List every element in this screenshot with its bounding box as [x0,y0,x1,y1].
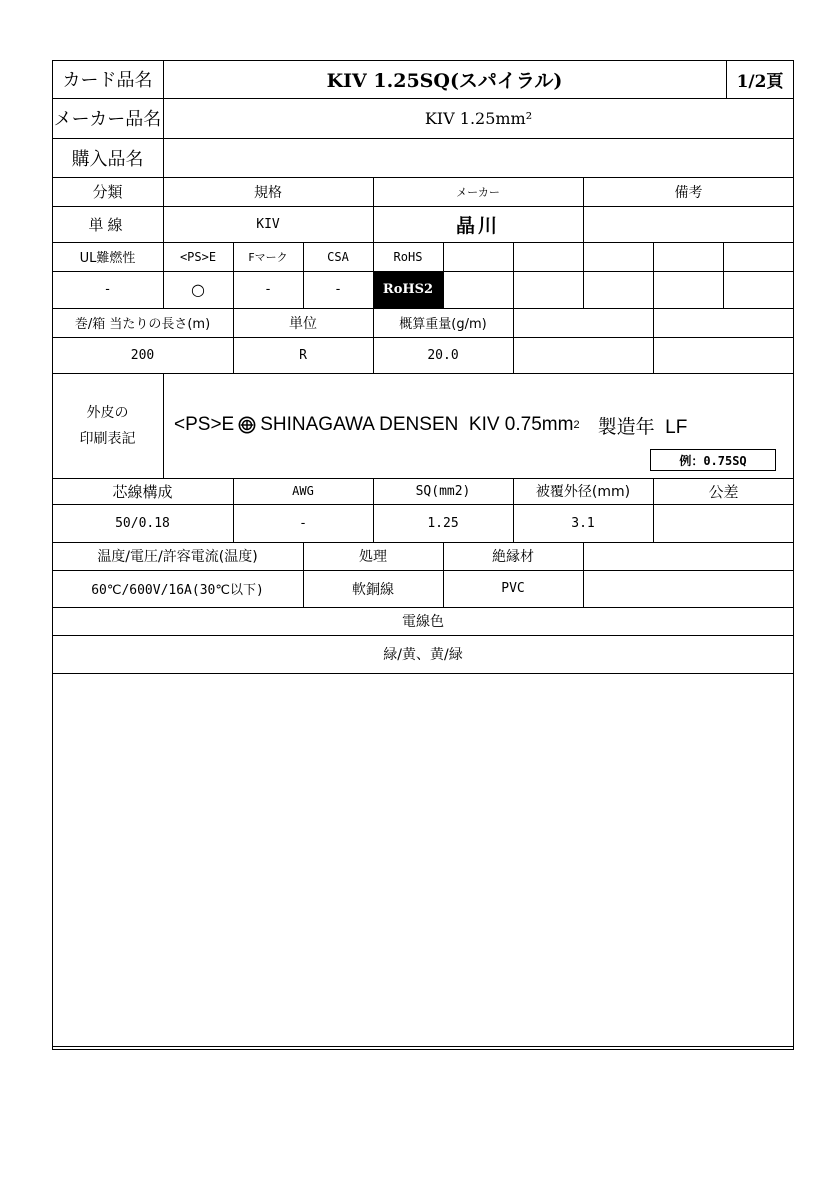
treatment-value: 軟銅線 [352,581,394,598]
card-name-value: KIV 1.25SQ(スパイラル) [326,69,563,92]
outer-diameter-header: 被覆外径(mm) [535,484,631,500]
card-name-label: カード品名 [62,70,153,91]
double-bottom-line [52,1046,794,1047]
rohs-badge: RoHS2 [373,271,443,308]
awg-value: - [299,515,307,531]
rating-value: 60℃/600V/16A(30℃以下) [91,583,264,598]
treatment-header: 処理 [359,549,387,565]
maker-header: メーカー [456,185,500,199]
tolerance-header: 公差 [708,482,739,501]
length-header: 巻/箱 当たりの長さ(m) [74,317,211,332]
ul-value: - [103,282,112,297]
csa-value: - [334,282,342,297]
fmark-header: Fマーク [248,250,288,264]
maker-name-label: メーカー品名 [53,109,162,130]
h-line [52,673,794,674]
printing-main: SHINAGAWA DENSEN KIV 0.75mm [260,414,574,435]
v-line [653,242,654,373]
sq-value: 1.25 [427,515,459,531]
example-label: 例：0.75SQ [650,449,776,471]
strand-header: 芯線構成 [112,482,173,501]
printing-text [174,410,786,440]
weight-value: 20.0 [427,347,459,363]
weight-header: 概算重量(g/m) [399,317,487,332]
standard-header: 規格 [254,184,282,201]
wire-color-value: 緑/黄、黄/緑 [383,647,463,663]
length-value: 200 [130,347,155,363]
pse-header: <PS>E [179,249,217,264]
strand-value: 50/0.18 [115,515,170,531]
sq-header: SQ(mm2) [415,483,471,499]
purchase-name-label: 購入品名 [71,148,144,170]
outer-diameter-value: 3.1 [571,515,595,531]
category-value: 単線 [88,215,127,234]
fmark-value: - [264,282,272,297]
maker-name-value: KIV 1.25mm² [424,108,533,128]
insulation-value: PVC [501,581,525,596]
remarks-value [583,206,794,242]
ul-header: UL難燃性 [79,251,136,266]
printing-superscript: 2 [573,419,580,431]
printing-pse: <PS>E [174,414,235,435]
insulation-header: 絶縁材 [492,549,534,565]
awg-header: AWG [292,484,314,498]
unit-header: 単位 [289,315,317,332]
standard-value: KIV [256,216,280,232]
rating-header: 温度/電圧/許容電流(温度) [97,549,258,565]
printing-tail: 製造年 LF [597,416,688,438]
tolerance-value [653,504,794,542]
v-line [163,373,164,478]
remarks-header: 備考 [674,184,703,201]
unit-value: R [299,347,307,363]
wire-color-header: 電線色 [402,614,444,630]
printing-label-line1: 外皮の [86,404,129,421]
v-line [583,242,584,308]
printing-label [52,373,163,478]
v-line [513,242,514,373]
category-header: 分類 [92,183,123,201]
printing-label-line2: 印刷表記 [79,430,136,447]
v-line [583,542,584,607]
csa-header: CSA [327,249,349,264]
rohs-header: RoHS [393,249,423,264]
pse-value: ○ [191,280,205,299]
v-line [723,242,724,308]
page-number: 1/2頁 [736,71,784,92]
v-line [443,242,444,308]
maker-value: 晶川 [455,214,500,237]
spec-card [52,60,794,1051]
purchase-name-value [163,138,794,177]
pse-seal-icon [238,416,256,434]
